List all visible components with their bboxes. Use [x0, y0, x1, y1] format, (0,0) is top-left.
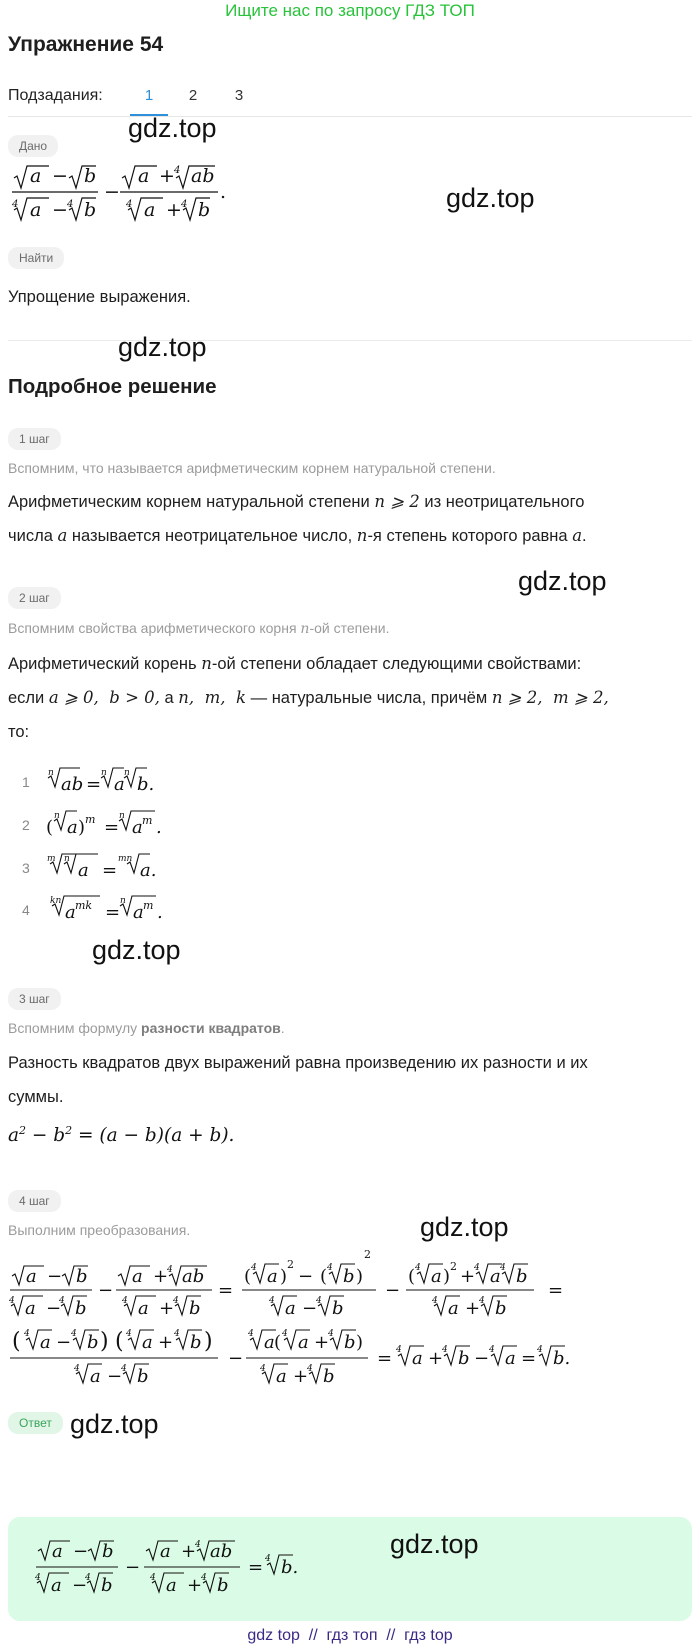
tab-subtask-2[interactable]: 2: [188, 87, 198, 104]
svg-text:n: n: [54, 811, 60, 821]
svg-text:−: −: [298, 1266, 314, 1287]
svg-text:=: =: [521, 1348, 537, 1369]
svg-text:ab: ab: [191, 165, 215, 187]
svg-text:a: a: [138, 1298, 149, 1319]
list-number: 1: [22, 774, 30, 790]
svg-text:a: a: [132, 817, 143, 838]
svg-text:+: +: [166, 199, 182, 221]
svg-text:): ): [356, 1332, 364, 1353]
svg-text:.: .: [157, 902, 163, 923]
svg-text:ab: ab: [210, 1541, 233, 1562]
svg-text:4: 4: [327, 1263, 333, 1273]
svg-text:b: b: [516, 1266, 528, 1287]
svg-text:b.: b.: [137, 774, 155, 795]
svg-text:a: a: [65, 902, 76, 923]
svg-text:ab: ab: [182, 1266, 205, 1287]
svg-text:4: 4: [251, 1263, 257, 1273]
svg-text:4: 4: [173, 1296, 179, 1306]
watermark: gdz.top: [390, 1529, 479, 1559]
svg-text:): ): [78, 817, 86, 838]
svg-text:a: a: [114, 774, 125, 795]
svg-text:4: 4: [500, 1263, 506, 1273]
svg-text:a: a: [267, 1266, 278, 1287]
svg-text:n: n: [124, 768, 130, 778]
svg-text:mk: mk: [75, 899, 93, 912]
svg-text:4: 4: [307, 1364, 313, 1374]
svg-text:=: =: [548, 1280, 564, 1301]
step-text: Разность квадратов двух выражений равна произведению их разности и их: [8, 1054, 588, 1072]
list-number: 2: [22, 817, 30, 833]
svg-text:+: +: [153, 1266, 169, 1287]
svg-text:4: 4: [126, 199, 133, 210]
svg-text:4: 4: [265, 1554, 271, 1564]
svg-text:b: b: [332, 1298, 344, 1319]
svg-text:4: 4: [122, 1296, 128, 1306]
svg-text:b: b: [101, 1575, 113, 1596]
svg-text:b: b: [87, 1332, 99, 1353]
svg-text:a: a: [67, 817, 78, 838]
svg-text:b: b: [343, 1266, 355, 1287]
step-hint: Выполним преобразования.: [8, 1222, 191, 1238]
svg-text:a: a: [431, 1266, 442, 1287]
svg-text:a: a: [448, 1298, 459, 1319]
svg-text:b: b: [84, 199, 97, 221]
step-text-part: из неотрицательного: [424, 493, 585, 511]
find-text: Упрощение выражения.: [8, 288, 191, 306]
svg-text:4: 4: [201, 1573, 207, 1583]
step-text-part: -ой степени обладает следующими свойствами:: [211, 655, 582, 673]
svg-text:n: n: [48, 768, 54, 778]
svg-text:4: 4: [479, 1296, 485, 1306]
svg-text:(: (: [320, 1266, 328, 1287]
svg-text:m: m: [143, 899, 154, 912]
transformation-steps: [4, 1244, 604, 1396]
svg-text:4: 4: [167, 1265, 173, 1275]
step-text-part: если: [8, 689, 45, 707]
step-hint-part: -ой степени.: [309, 620, 390, 636]
svg-text:b: b: [495, 1298, 507, 1319]
svg-text:4: 4: [432, 1296, 438, 1306]
step-hint: Вспомним свойства арифметического корня n-ой степени.: [8, 620, 390, 637]
svg-text:a: a: [132, 1266, 143, 1287]
svg-text:4: 4: [74, 1364, 80, 1374]
svg-text:4: 4: [489, 1345, 495, 1355]
step-text: то:: [8, 723, 30, 741]
svg-text:4: 4: [260, 1364, 266, 1374]
answer-badge: Ответ: [8, 1412, 63, 1434]
svg-text:−: −: [125, 1557, 141, 1578]
divider: [8, 340, 692, 341]
svg-text:m: m: [85, 813, 96, 826]
step-badge: 3 шаг: [8, 988, 61, 1010]
svg-text:+: +: [314, 1332, 330, 1353]
step-hint-part: .: [280, 1020, 285, 1036]
step-text: числа a называется неотрицательное число, n-я степень которого равна a.: [8, 526, 587, 545]
subtasks-label: Подзадания:: [8, 87, 103, 104]
svg-text:b: b: [344, 1332, 356, 1353]
watermark: gdz.top: [70, 1409, 159, 1439]
watermark: gdz.top: [92, 935, 181, 965]
svg-text:−: −: [52, 199, 68, 221]
solution-heading: Подробное решение: [8, 375, 217, 398]
svg-text:4: 4: [24, 1329, 30, 1339]
svg-text:b: b: [217, 1575, 229, 1596]
svg-text:4: 4: [282, 1329, 288, 1339]
svg-text:=: =: [377, 1348, 393, 1369]
svg-text:+: +: [159, 165, 175, 187]
step-text-part: -я степень которого равна: [367, 527, 568, 545]
svg-text:4: 4: [269, 1296, 275, 1306]
svg-text:b: b: [458, 1348, 470, 1369]
svg-text:4: 4: [195, 1540, 201, 1550]
watermark: gdz.top: [128, 113, 217, 143]
svg-text:a: a: [30, 165, 42, 187]
svg-text:(: (: [12, 1329, 21, 1354]
svg-text:kn: kn: [50, 896, 62, 906]
svg-text:4: 4: [442, 1345, 448, 1355]
svg-text:2: 2: [287, 1258, 294, 1271]
svg-text:a: a: [138, 165, 150, 187]
watermark: gdz.top: [118, 332, 207, 362]
list-number: 3: [22, 860, 30, 876]
svg-text:4: 4: [35, 1573, 41, 1583]
svg-text:b.: b.: [281, 1557, 299, 1578]
svg-text:4: 4: [248, 1329, 254, 1339]
svg-text:+: +: [460, 1266, 476, 1287]
svg-text:4: 4: [59, 1296, 65, 1306]
svg-text:b: b: [84, 165, 97, 187]
svg-text:m: m: [47, 854, 56, 864]
step-text: если a ⩾ 0, b > 0, а n, m, k — натуральные числа, причём n ⩾ 2, m ⩾ 2,: [8, 688, 609, 707]
svg-text:+: +: [159, 1298, 175, 1319]
step-badge: 1 шаг: [8, 428, 61, 450]
svg-text:b: b: [75, 1298, 87, 1319]
svg-text:−: −: [47, 1266, 63, 1287]
svg-text:−: −: [98, 1280, 114, 1301]
svg-text:a: a: [142, 1332, 153, 1353]
svg-text:(: (: [244, 1266, 252, 1287]
svg-text:b.: b.: [553, 1348, 571, 1369]
svg-text:a: a: [285, 1298, 296, 1319]
step-hint: [8, 1020, 285, 1036]
svg-text:): ): [356, 1266, 364, 1287]
watermark: gdz.top: [420, 1212, 509, 1242]
svg-text:a: a: [26, 1266, 37, 1287]
svg-text:a: a: [40, 1332, 51, 1353]
svg-text:a: a: [90, 1366, 101, 1387]
svg-text:4: 4: [316, 1296, 322, 1306]
svg-text:−: −: [228, 1348, 244, 1369]
svg-text:a: a: [51, 1575, 62, 1596]
svg-text:(: (: [408, 1266, 416, 1287]
svg-text:b: b: [137, 1366, 149, 1387]
footer-links[interactable]: gdz top // гдз топ // гдз top: [247, 1627, 453, 1644]
svg-text:n: n: [120, 896, 126, 906]
svg-text:4: 4: [71, 1329, 77, 1339]
difference-of-squares-formula: $a^2 - b^2 = (a - b)(a + b)$.: [8, 1124, 235, 1147]
svg-text:4: 4: [9, 1296, 15, 1306]
svg-text:n: n: [101, 768, 107, 778]
root-properties: [44, 764, 204, 924]
tab-subtask-3[interactable]: 3: [234, 87, 244, 104]
svg-text:+: +: [158, 1332, 174, 1353]
svg-text:): ): [443, 1266, 451, 1287]
svg-text:4: 4: [328, 1329, 334, 1339]
svg-text:4: 4: [474, 1263, 480, 1273]
svg-text:a: a: [30, 199, 42, 221]
svg-text:m: m: [142, 814, 153, 827]
svg-text:4: 4: [174, 165, 181, 176]
svg-text:−: −: [107, 1366, 123, 1387]
list-number: 4: [22, 902, 30, 918]
svg-text:4: 4: [537, 1345, 543, 1355]
tab-subtask-1[interactable]: 1: [144, 87, 154, 104]
svg-text:−: −: [56, 1332, 72, 1353]
step-text: Арифметическим корнем натуральной степени n ⩾ 2 из неотрицательного: [8, 492, 585, 511]
svg-text:−: −: [73, 1541, 89, 1562]
svg-text:4: 4: [150, 1573, 156, 1583]
svg-text:a: a: [25, 1298, 36, 1319]
svg-text:a: a: [144, 199, 156, 221]
svg-text:2: 2: [450, 1260, 457, 1273]
svg-text:a: a: [490, 1266, 501, 1287]
given-badge: Дано: [8, 135, 58, 157]
step-text: Арифметический корень n-ой степени обладает следующими свойствами:: [8, 654, 582, 673]
svg-text:−: −: [474, 1348, 490, 1369]
svg-text:b: b: [198, 199, 211, 221]
svg-text:b: b: [190, 1332, 202, 1353]
step-hint-bold: разности квадратов: [141, 1020, 281, 1036]
step-text-part: Арифметический корень: [8, 655, 197, 673]
svg-text:a: a: [133, 902, 144, 923]
subtasks-bar: [8, 84, 692, 117]
svg-text:a: a: [52, 1541, 63, 1562]
svg-text:a: a: [160, 1541, 171, 1562]
svg-text:4: 4: [396, 1345, 402, 1355]
svg-text:n: n: [119, 811, 125, 821]
svg-text:.: .: [156, 817, 162, 838]
watermark: gdz.top: [518, 566, 607, 596]
svg-text:a: a: [78, 860, 89, 881]
find-badge: Найти: [8, 247, 64, 269]
step-text-part: числа: [8, 527, 53, 545]
step-hint-part: Вспомним свойства арифметического корня: [8, 620, 297, 636]
svg-text:): ): [280, 1266, 288, 1287]
step-badge: 2 шаг: [8, 587, 61, 609]
svg-text:b: b: [189, 1298, 201, 1319]
svg-text:−: −: [52, 165, 68, 187]
step-hint-part: Вспомним формулу: [8, 1020, 138, 1036]
svg-text:a: a: [166, 1575, 177, 1596]
svg-text:+: +: [293, 1366, 309, 1387]
answer-expression: [32, 1535, 322, 1605]
svg-text:4: 4: [85, 1573, 91, 1583]
svg-text:n: n: [64, 854, 70, 864]
svg-text:): ): [100, 1329, 109, 1354]
svg-text:ab: ab: [61, 774, 84, 795]
step-text-part: называется неотрицательное число,: [71, 527, 353, 545]
svg-text:a: a: [412, 1348, 423, 1369]
svg-text:4: 4: [126, 1329, 132, 1339]
svg-text:a.: a.: [140, 860, 157, 881]
svg-text:=: =: [105, 902, 121, 923]
svg-text:mn: mn: [118, 854, 133, 864]
svg-text:4: 4: [121, 1364, 127, 1374]
svg-text:(: (: [46, 817, 54, 838]
step-text-part: а: [164, 689, 174, 707]
svg-text:b: b: [323, 1366, 335, 1387]
svg-text:=: =: [104, 817, 120, 838]
svg-text:2: 2: [364, 1248, 371, 1261]
svg-text:4: 4: [67, 199, 74, 210]
svg-text:4: 4: [181, 199, 188, 210]
search-banner: Ищите нас по запросу ГДЗ ТОП: [225, 1, 475, 20]
svg-text:+: +: [181, 1541, 197, 1562]
svg-text:−: −: [104, 181, 120, 203]
svg-text:a: a: [264, 1332, 275, 1353]
svg-text:): ): [204, 1329, 213, 1354]
svg-text:.: .: [220, 181, 227, 203]
given-expression: [6, 160, 236, 226]
step-text-part: — натуральные числа, причём: [250, 689, 488, 707]
svg-text:4: 4: [174, 1329, 180, 1339]
svg-text:+: +: [187, 1575, 203, 1596]
page-title: Упражнение 54: [8, 33, 164, 56]
svg-text:+: +: [465, 1298, 481, 1319]
answer-box: [8, 1517, 692, 1621]
svg-text:=: =: [248, 1557, 264, 1578]
watermark: gdz.top: [446, 183, 535, 213]
svg-text:4: 4: [415, 1263, 421, 1273]
svg-text:−: −: [46, 1298, 62, 1319]
svg-text:a: a: [298, 1332, 309, 1353]
step-text: суммы.: [8, 1088, 64, 1106]
svg-text:a: a: [505, 1348, 516, 1369]
svg-text:=: =: [218, 1280, 234, 1301]
svg-text:b: b: [102, 1541, 114, 1562]
svg-text:4: 4: [12, 199, 19, 210]
svg-text:(: (: [115, 1329, 124, 1354]
svg-text:(: (: [274, 1332, 282, 1353]
svg-text:+: +: [428, 1348, 444, 1369]
svg-text:=: =: [102, 860, 118, 881]
step-hint: Вспомним, что называется арифметическим корнем натуральной степени.: [8, 460, 496, 476]
step-badge: 4 шаг: [8, 1190, 61, 1212]
svg-text:−: −: [385, 1280, 401, 1301]
svg-text:=: =: [86, 774, 102, 795]
svg-text:−: −: [72, 1575, 88, 1596]
step-text-part: Арифметическим корнем натуральной степени: [8, 493, 370, 511]
svg-text:b: b: [76, 1266, 88, 1287]
svg-text:a: a: [276, 1366, 287, 1387]
svg-text:−: −: [302, 1298, 318, 1319]
